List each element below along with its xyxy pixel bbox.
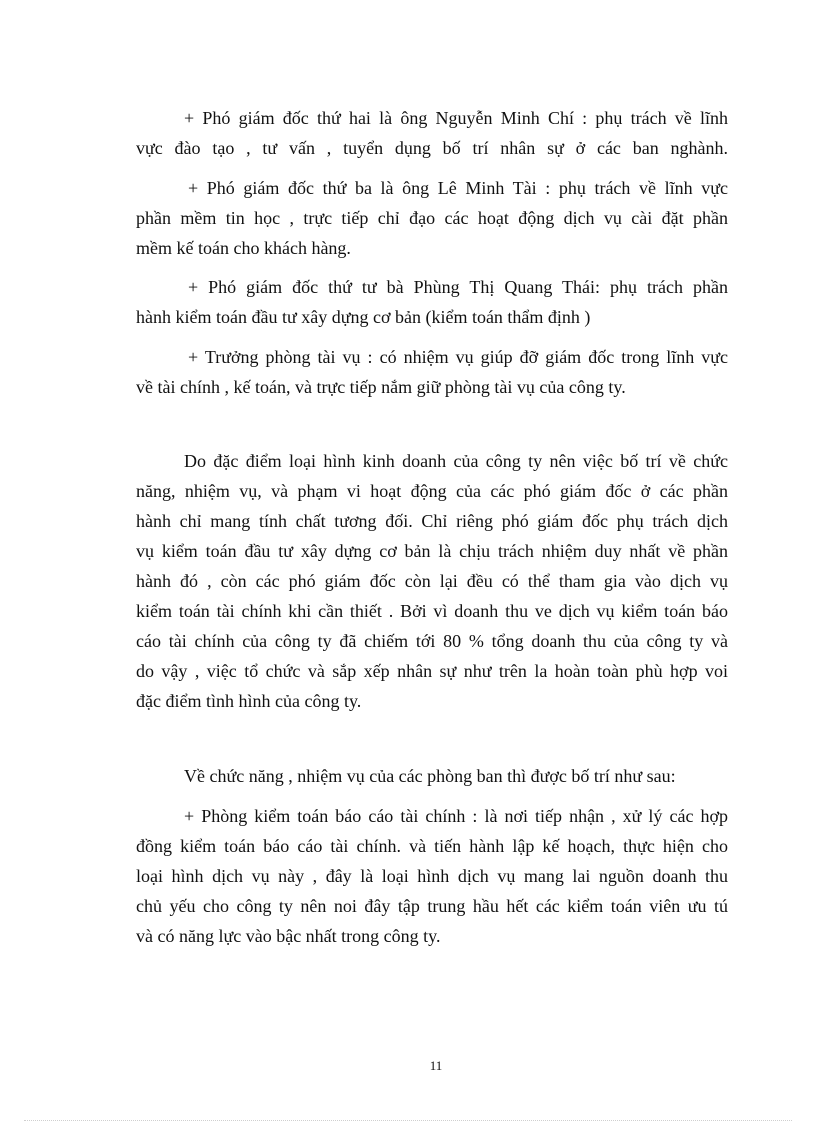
paragraph-5-line-1: Do đặc điểm loại hình kinh doanh của công ty nên việc bố trí về chức [184,451,728,471]
paragraph-7-line-4: chủ yếu cho công ty nên noi đây tập trung hầu hết các kiểm toán viên ưu tú [136,896,728,916]
paragraph-1-line-2: vực đào tạo , tư vấn , tuyển dụng bố trí nhân sự ở các ban nghành. [136,138,728,158]
paragraph-2-line-2: phần mềm tin học , trực tiếp chỉ đạo các hoạt động dịch vụ cài đặt phần [136,208,728,228]
page-bottom-dotted-rule [24,1120,792,1121]
paragraph-5-line-4: vụ kiểm toán đầu tư xây dựng cơ bản là chịu trách nhiệm duy nhất về phần [136,541,728,561]
paragraph-5-line-8: do vậy , việc tổ chức và sắp xếp nhân sự như trên la hoàn toàn phù hợp voi [136,661,728,681]
paragraph-1-line-1: + Phó giám đốc thứ hai là ông Nguyễn Minh Chí : phụ trách về lĩnh [184,108,728,128]
paragraph-5-line-9: đặc điểm tình hình của công ty. [136,691,362,711]
paragraph-6-line-1: Về chức năng , nhiệm vụ của các phòng ban thì được bố trí như sau: [184,766,676,786]
paragraph-5-line-2: năng, nhiệm vụ, và phạm vi hoạt động của các phó giám đốc ở các phần [136,481,728,501]
paragraph-7-line-2: đồng kiểm toán báo cáo tài chính. và tiến hành lập kế hoạch, thực hiện cho [136,836,728,856]
page-number: 11 [429,1058,443,1073]
paragraph-5-line-5: hành đó , còn các phó giám đốc còn lại đều có thể tham gia vào dịch vụ [136,571,728,591]
paragraph-7-line-3: loại hình dịch vụ này , đây là loại hình dịch vụ mang lai nguồn doanh thu [136,866,728,886]
paragraph-4-line-1: + Trưởng phòng tài vụ : có nhiệm vụ giúp đỡ giám đốc trong lĩnh vực [188,347,728,367]
paragraph-3-line-1: + Phó giám đốc thứ tư bà Phùng Thị Quang Thái: phụ trách phần [188,277,728,297]
paragraph-7-line-1: + Phòng kiểm toán báo cáo tài chính : là nơi tiếp nhận , xử lý các hợp [184,806,728,826]
paragraph-2-line-3: mềm kế toán cho khách hàng. [136,238,351,258]
paragraph-5-line-6: kiểm toán tài chính khi cần thiết . Bởi vì doanh thu ve dịch vụ kiểm toán báo [136,601,728,621]
paragraph-5-line-3: hành chỉ mang tính chất tương đối. Chỉ riêng phó giám đốc phụ trách dịch [136,511,728,531]
paragraph-4-line-2: về tài chính , kế toán, và trực tiếp nắm giữ phòng tài vụ của công ty. [136,377,626,397]
paragraph-5-line-7: cáo tài chính của công ty đã chiếm tới 80 % tổng doanh thu của công ty và [136,631,728,651]
paragraph-3-line-2: hành kiểm toán đầu tư xây dựng cơ bản (kiểm toán thẩm định ) [136,307,591,327]
paragraph-2-line-1: + Phó giám đốc thứ ba là ông Lê Minh Tài : phụ trách về lĩnh vực [188,178,728,198]
paragraph-7-line-5: và có năng lực vào bậc nhất trong công ty. [136,926,441,946]
